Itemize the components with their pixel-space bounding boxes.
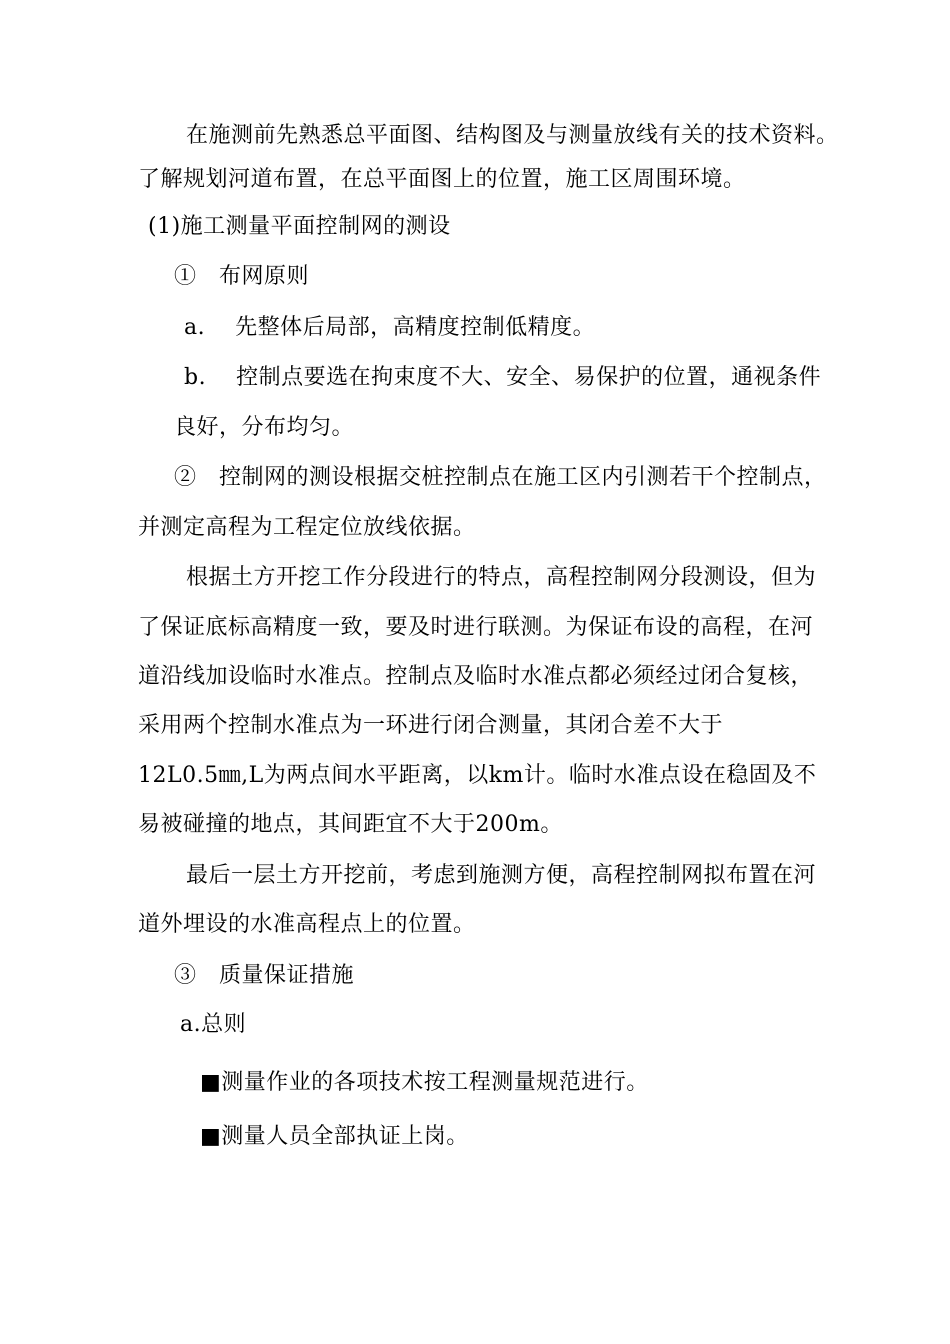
paragraph-line: 采用两个控制水准点为一环进行闭合测量，其闭合差不大于 [138, 713, 724, 738]
bullet-item: ■测量作业的各项技术按工程测量规范进行。 [200, 1070, 649, 1095]
paragraph-line: 在施测前先熟悉总平面图、结构图及与测量放线有关的技术资料。 [186, 123, 839, 148]
subsection-heading: ③ 质量保证措施 [174, 963, 355, 988]
paragraph-line: 根据土方开挖工作分段进行的特点，高程控制网分段测设，但为 [186, 565, 817, 590]
paragraph-line: 12L0.5㎜,L为两点间水平距离，以km计。临时水准点设在稳固及不 [138, 763, 817, 788]
paragraph-line: 易被碰撞的地点，其间距宜不大于200m。 [138, 812, 563, 837]
list-item: b. 控制点要选在拘束度不大、安全、易保护的位置，通视条件 [184, 365, 822, 390]
paragraph-line: 最后一层土方开挖前，考虑到施测方便，高程控制网拟布置在河 [186, 863, 817, 888]
list-heading: a.总则 [180, 1012, 247, 1037]
paragraph-line: 道沿线加设临时水准点。控制点及临时水准点都必须经过闭合复核， [138, 664, 814, 689]
paragraph-line: 了保证底标高精度一致，要及时进行联测。为保证布设的高程，在河 [138, 615, 814, 640]
paragraph-line: 道外埋设的水准高程点上的位置。 [138, 912, 476, 937]
section-heading: (1)施工测量平面控制网的测设 [148, 214, 451, 239]
paragraph-line: 并测定高程为工程定位放线依据。 [138, 515, 476, 540]
paragraph-line: 良好，分布均匀。 [174, 415, 355, 440]
paragraph-line: 了解规划河道布置，在总平面图上的位置，施工区周围环境。 [138, 167, 746, 192]
list-item: a. 先整体后局部，高精度控制低精度。 [184, 315, 596, 340]
subsection-heading: ① 布网原则 [174, 264, 310, 289]
bullet-item: ■测量人员全部执证上岗。 [200, 1124, 469, 1149]
subsection-heading: ② 控制网的测设根据交桩控制点在施工区内引测若干个控制点， [174, 465, 827, 490]
